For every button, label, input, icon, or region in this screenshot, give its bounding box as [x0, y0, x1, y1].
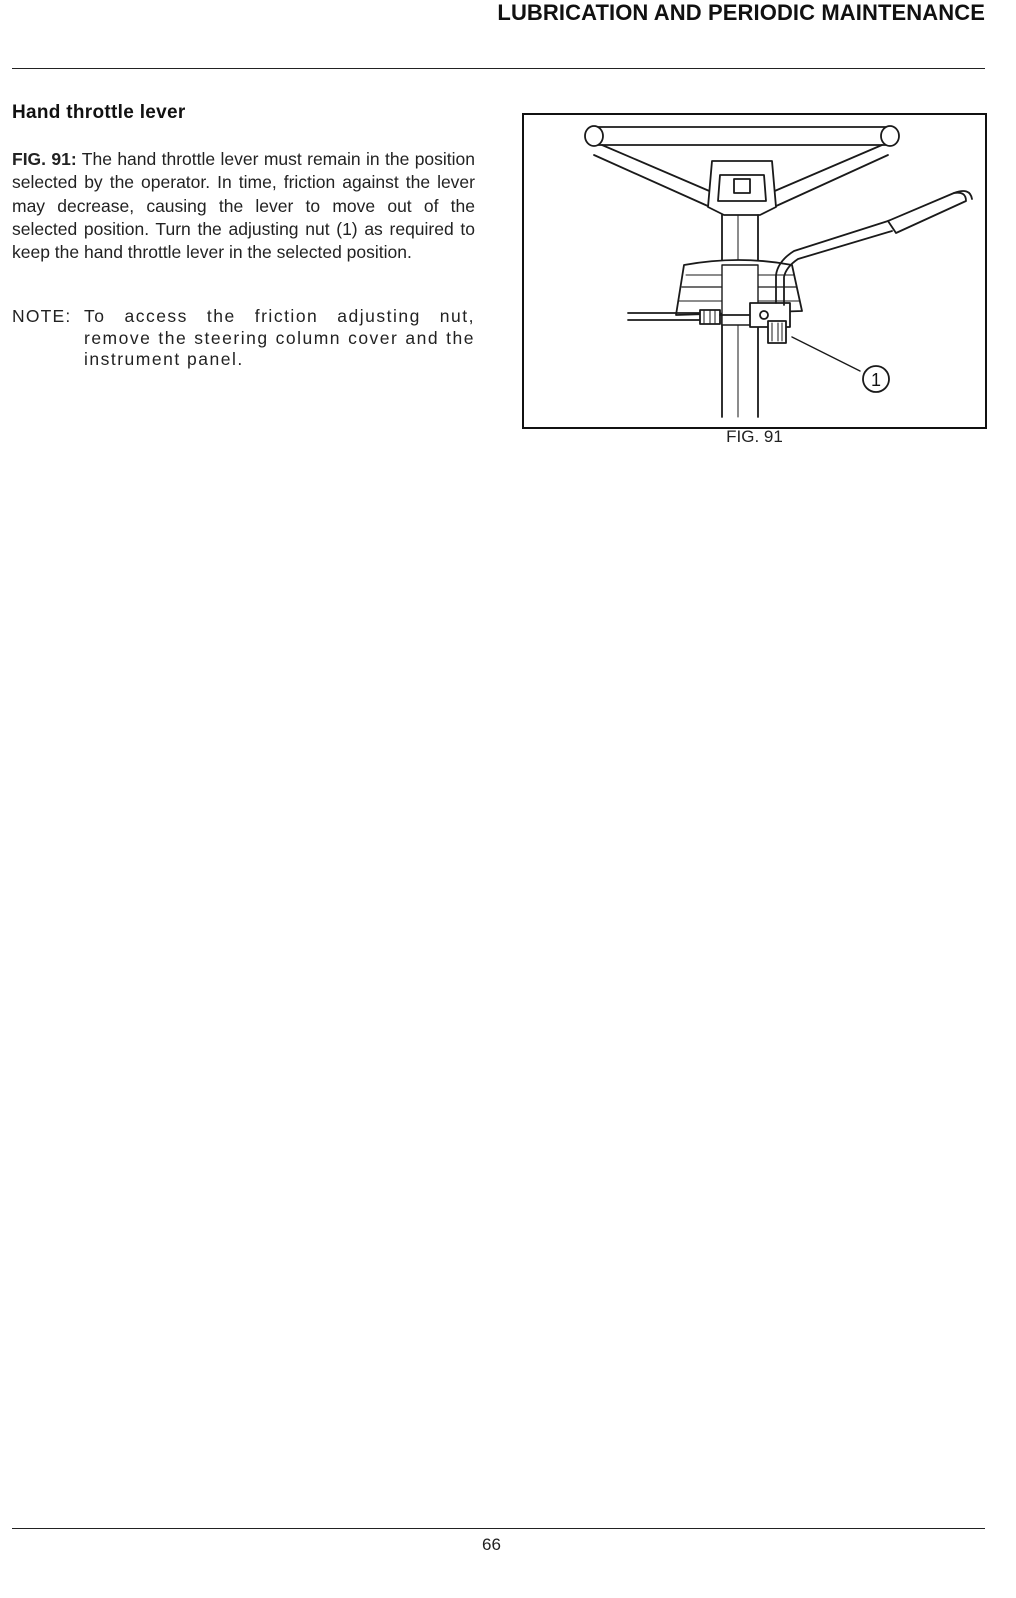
- figure-caption: FIG. 91: [726, 427, 783, 446]
- page-header-title: LUBRICATION AND PERIODIC MAINTENANCE: [497, 0, 985, 25]
- header-rule: [12, 68, 985, 69]
- body-paragraph: [12, 148, 475, 264]
- footer-rule: [12, 1528, 985, 1529]
- steering-column-drawing: [524, 115, 985, 427]
- figure-reference: FIG. 91:: [12, 149, 77, 169]
- paragraph-text: The hand throttle lever must remain in the position selected by the operator. In time, friction against the lever may decrease, causing the lever to move out of the selected position. Turn the adjusting nut (1) as required to keep the hand throttle lever in the selected position.: [12, 149, 476, 263]
- note-block: [12, 306, 475, 371]
- figure-callout-label: 1: [870, 370, 882, 390]
- note-label: NOTE:: [12, 306, 72, 326]
- page-number: 66: [482, 1535, 501, 1554]
- note-text: To access the friction adjusting nut, remove the steering column cover and the instrument panel.: [84, 306, 475, 369]
- section-heading: Hand throttle lever: [12, 102, 186, 123]
- figure-illustration: [522, 113, 987, 429]
